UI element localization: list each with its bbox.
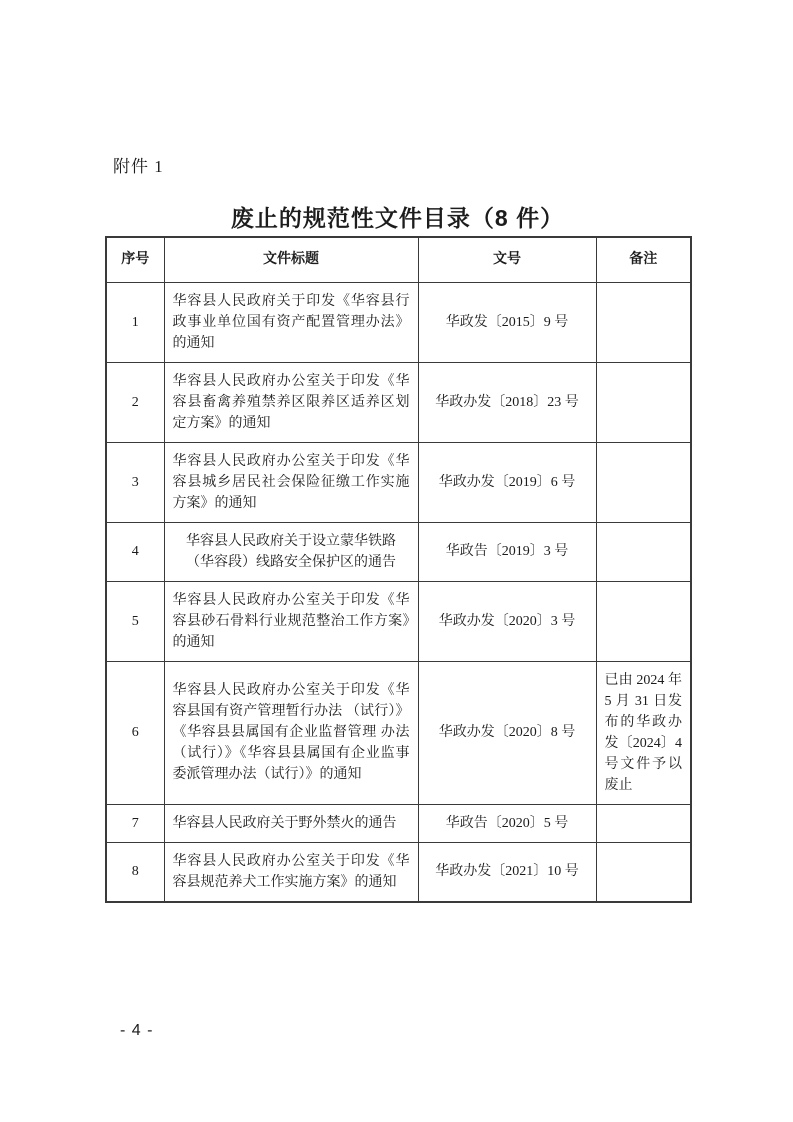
table-row xyxy=(106,804,691,842)
row-number: 4 xyxy=(106,522,164,581)
row-number: 7 xyxy=(106,804,164,842)
row-number: 1 xyxy=(106,282,164,362)
row-number: 8 xyxy=(106,842,164,902)
document-number: 华政办发〔2019〕6 号 xyxy=(418,442,596,522)
column-header-remark: 备注 xyxy=(596,237,691,282)
table-row xyxy=(106,362,691,442)
page-title: 废止的规范性文件目录（8 件） xyxy=(230,205,565,231)
column-header-title: 文件标题 xyxy=(164,237,418,282)
table-row xyxy=(106,442,691,522)
remark xyxy=(596,442,691,522)
document-title: 华容县人民政府办公室关于印发《华容县畜禽养殖禁养区限养区适养区划定方案》的通知 xyxy=(164,362,418,442)
remark xyxy=(596,804,691,842)
attachment-label: 附件 1 xyxy=(113,157,164,176)
table-row xyxy=(106,661,691,804)
remark: 已由 2024 年 5 月 31 日发布的华政办发〔2024〕4 号文件予以废止 xyxy=(596,661,691,804)
table-row xyxy=(106,842,691,902)
document-number: 华政办发〔2021〕10 号 xyxy=(418,842,596,902)
row-number: 5 xyxy=(106,581,164,661)
document-number: 华政发〔2015〕9 号 xyxy=(418,282,596,362)
remark xyxy=(596,362,691,442)
document-title: 华容县人民政府关于印发《华容县行政事业单位国有资产配置管理办法》的通知 xyxy=(164,282,418,362)
document-title: 华容县人民政府办公室关于印发《华容县规范养犬工作实施方案》的通知 xyxy=(164,842,418,902)
column-header-doc-no: 文号 xyxy=(418,237,596,282)
remark xyxy=(596,842,691,902)
repealed-documents-table xyxy=(105,236,692,903)
document-number: 华政告〔2019〕3 号 xyxy=(418,522,596,581)
remark xyxy=(596,581,691,661)
document-number: 华政办发〔2020〕8 号 xyxy=(418,661,596,804)
remark xyxy=(596,522,691,581)
page-number: - 4 - xyxy=(120,1022,154,1039)
document-number: 华政办发〔2018〕23 号 xyxy=(418,362,596,442)
document-title: 华容县人民政府办公室关于印发《华容县国有资产管理暂行办法 （试行）》《华容县县属国有企业监督管理 办法（试行）》《华容县县属国有企业监事委派管理办法（试行）》的通知 xyxy=(164,661,418,804)
row-number: 3 xyxy=(106,442,164,522)
document-number: 华政办发〔2020〕3 号 xyxy=(418,581,596,661)
table-row xyxy=(106,522,691,581)
document-number: 华政告〔2020〕5 号 xyxy=(418,804,596,842)
document-title: 华容县人民政府关于野外禁火的通告 xyxy=(164,804,418,842)
table-header-row xyxy=(106,237,691,282)
column-header-no: 序号 xyxy=(106,237,164,282)
table-row xyxy=(106,282,691,362)
row-number: 6 xyxy=(106,661,164,804)
row-number: 2 xyxy=(106,362,164,442)
document-title: 华容县人民政府关于设立蒙华铁路（华容段）线路安全保护区的通告 xyxy=(164,522,418,581)
document-title: 华容县人民政府办公室关于印发《华容县城乡居民社会保险征缴工作实施方案》的通知 xyxy=(164,442,418,522)
remark xyxy=(596,282,691,362)
document-title: 华容县人民政府办公室关于印发《华容县砂石骨料行业规范整治工作方案》的通知 xyxy=(164,581,418,661)
table-row xyxy=(106,581,691,661)
